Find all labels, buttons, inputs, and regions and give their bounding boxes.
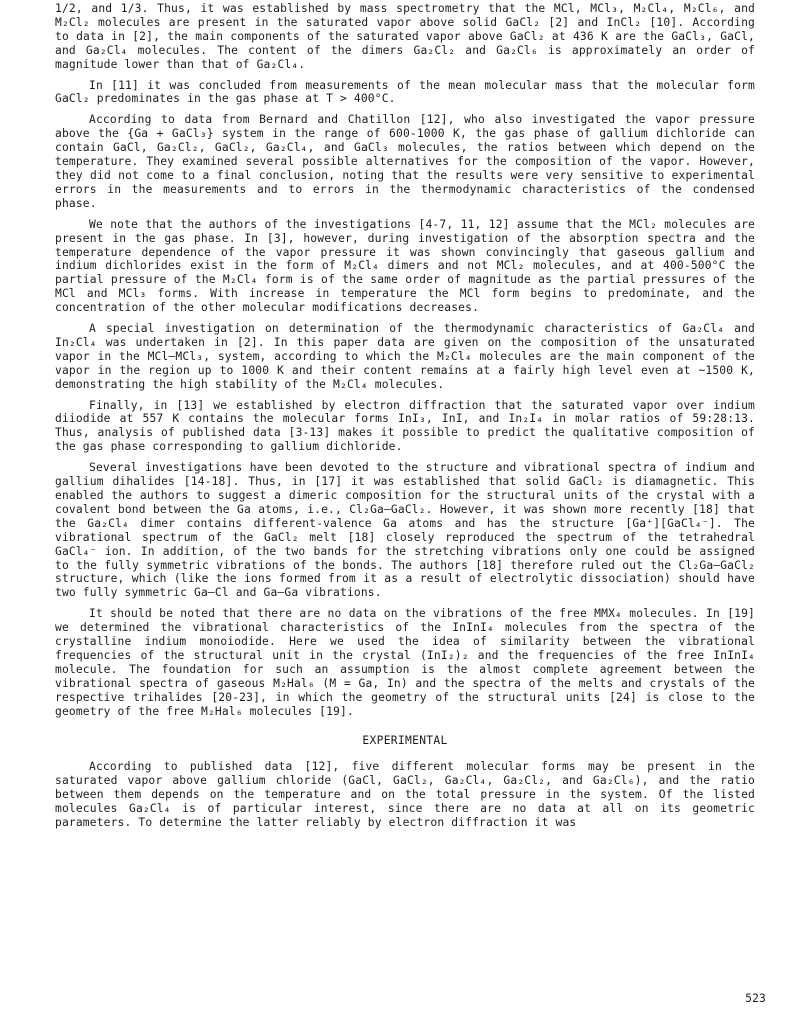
paragraph: According to published data [12], five different molecular forms may be present in the saturated vapor above gallium chloride (GaCl, GaCl₂, Ga₂Cl₄, Ga₂Cl₂, and Ga₂Cl₆), and the ratio between them depends on the temperature and on the total pressure in the system. Of the listed molecules Ga₂Cl₄ is of particular interest, since there are no data at all on its geometric parameters. To determine the latter reliably by electron diffraction it was: [55, 760, 755, 830]
page-number: 523: [745, 992, 766, 1005]
paragraph: In [11] it was concluded from measurements of the mean molecular mass that the molecular form GaCl₂ predominates in the gas phase at T > 400°C.: [55, 78, 755, 106]
paragraph: We note that the authors of the investigations [4-7, 11, 12] assume that the MCl₂ molecules are present in the gas phase. In [3], however, during investigation of the absorption spectra and the temperature dependence of the vapor pressure it was shown convincingly that gaseous gallium and indium dichlorides exist in the form of M₂Cl₄ dimers and not MCl₂ molecules, and at 400-500°C the partial pressure of the M₂Cl₄ form is of the same order of magnitude as the partial pressures of the MCl and MCl₃ forms. With increase in temperature the MCl form begins to predominate, and the concentration of the other molecular modifications decreases.: [55, 217, 755, 315]
paragraph: It should be noted that there are no data on the vibrations of the free MMX₄ molecules. In [19] we determined the vibrational characteristics of the InInI₄ molecules from the spectra of the crystalline indium monoiodide. Here we used the idea of similarity between the vibrational frequencies of the structural unit in the crystal (InI₂)₂ and the frequencies of the free InInI₄ molecule. The foundation for such an assumption is the almost complete agreement between the vibrational spectra of gaseous M₂Hal₆ (M = Ga, In) and the spectra of the melts and crystals of the respective trihalides [20-23], in which the geometry of the structural units [24] is close to the geometry of the free M₂Hal₆ molecules [19].: [55, 607, 755, 718]
paragraph: A special investigation on determination of the thermodynamic characteristics of Ga₂Cl₄ and In₂Cl₄ was undertaken in [2]. In this paper data are given on the composition of the unsaturated vapor in the MCl–MCl₃, system, according to which the M₂Cl₄ molecules are the main component of the vapor in the region up to 1000 K and their content remains at a fairly high level even at ~1500 K, demonstrating the high stability of the M₂Cl₄ molecules.: [55, 322, 755, 391]
paragraph: According to data from Bernard and Chatillon [12], who also investigated the vapor pressure above the {Ga + GaCl₃} system in the range of 600-1000 K, the gas phase of gallium dichloride can contain GaCl, Ga₂Cl₂, GaCl₂, Ga₂Cl₄, and GaCl₃ molecules, the ratios between which depend on the temperature. They examined several possible alternatives for the composition of the vapor. However, they did not come to a final conclusion, noting that the results were very sensitive to experimental errors in the measurements and to errors in the thermodynamic characteristics of the condensed phase.: [55, 113, 755, 210]
body-text: [55, 2, 755, 837]
paragraph: 1/2, and 1/3. Thus, it was established by mass spectrometry that the MCl, MCl₃, M₂Cl₄, M₂Cl₆, and M₂Cl₂ molecules are present in the saturated vapor above solid GaCl₂ [2] and InCl₂ [10]. According to data in [2], the main components of the saturated vapor above GaCl₂ at 436 K are the GaCl₃, GaCl, and Ga₂Cl₄ molecules. The content of the dimers Ga₂Cl₂ and Ga₂Cl₆ is approximately an order of magnitude lower than that of Ga₂Cl₄.: [55, 2, 755, 71]
section-heading: EXPERIMENTAL: [362, 733, 448, 747]
paragraph: Finally, in [13] we established by electron diffraction that the saturated vapor over indium diiodide at 557 K contains the molecular forms InI₃, InI, and In₂I₄ in molar ratios of 59:28:13. Thus, analysis of published data [3-13] makes it possible to predict the qualitative composition of the gas phase corresponding to gallium dichloride.: [55, 398, 755, 454]
paragraph: Several investigations have been devoted to the structure and vibrational spectra of indium and gallium dihalides [14-18]. Thus, in [17] it was established that solid GaCl₂ is diamagnetic. This enabled the authors to suggest a dimeric composition for the structural units of the crystal with a covalent bond between the Ga atoms, i.e., Cl₂Ga–GaCl₂. However, it was shown more recently [18] that the Ga₂Cl₄ dimer contains different-valence Ga atoms and has the structure [Ga⁺][GaCl₄⁻]. The vibrational spectrum of the GaCl₂ melt [18] closely reproduced the spectrum of the tetrahedral GaCl₄⁻ ion. In addition, of the two bands for the stretching vibrations only one could be assigned to the fully symmetric vibrations of the bonds. The authors [18] therefore ruled out the Cl₂Ga–GaCl₂ structure, which (like the ions formed from it as a result of electrolytic dissociation) should have two fully symmetric Ga–Cl and Ga–Ga vibrations.: [55, 461, 755, 600]
